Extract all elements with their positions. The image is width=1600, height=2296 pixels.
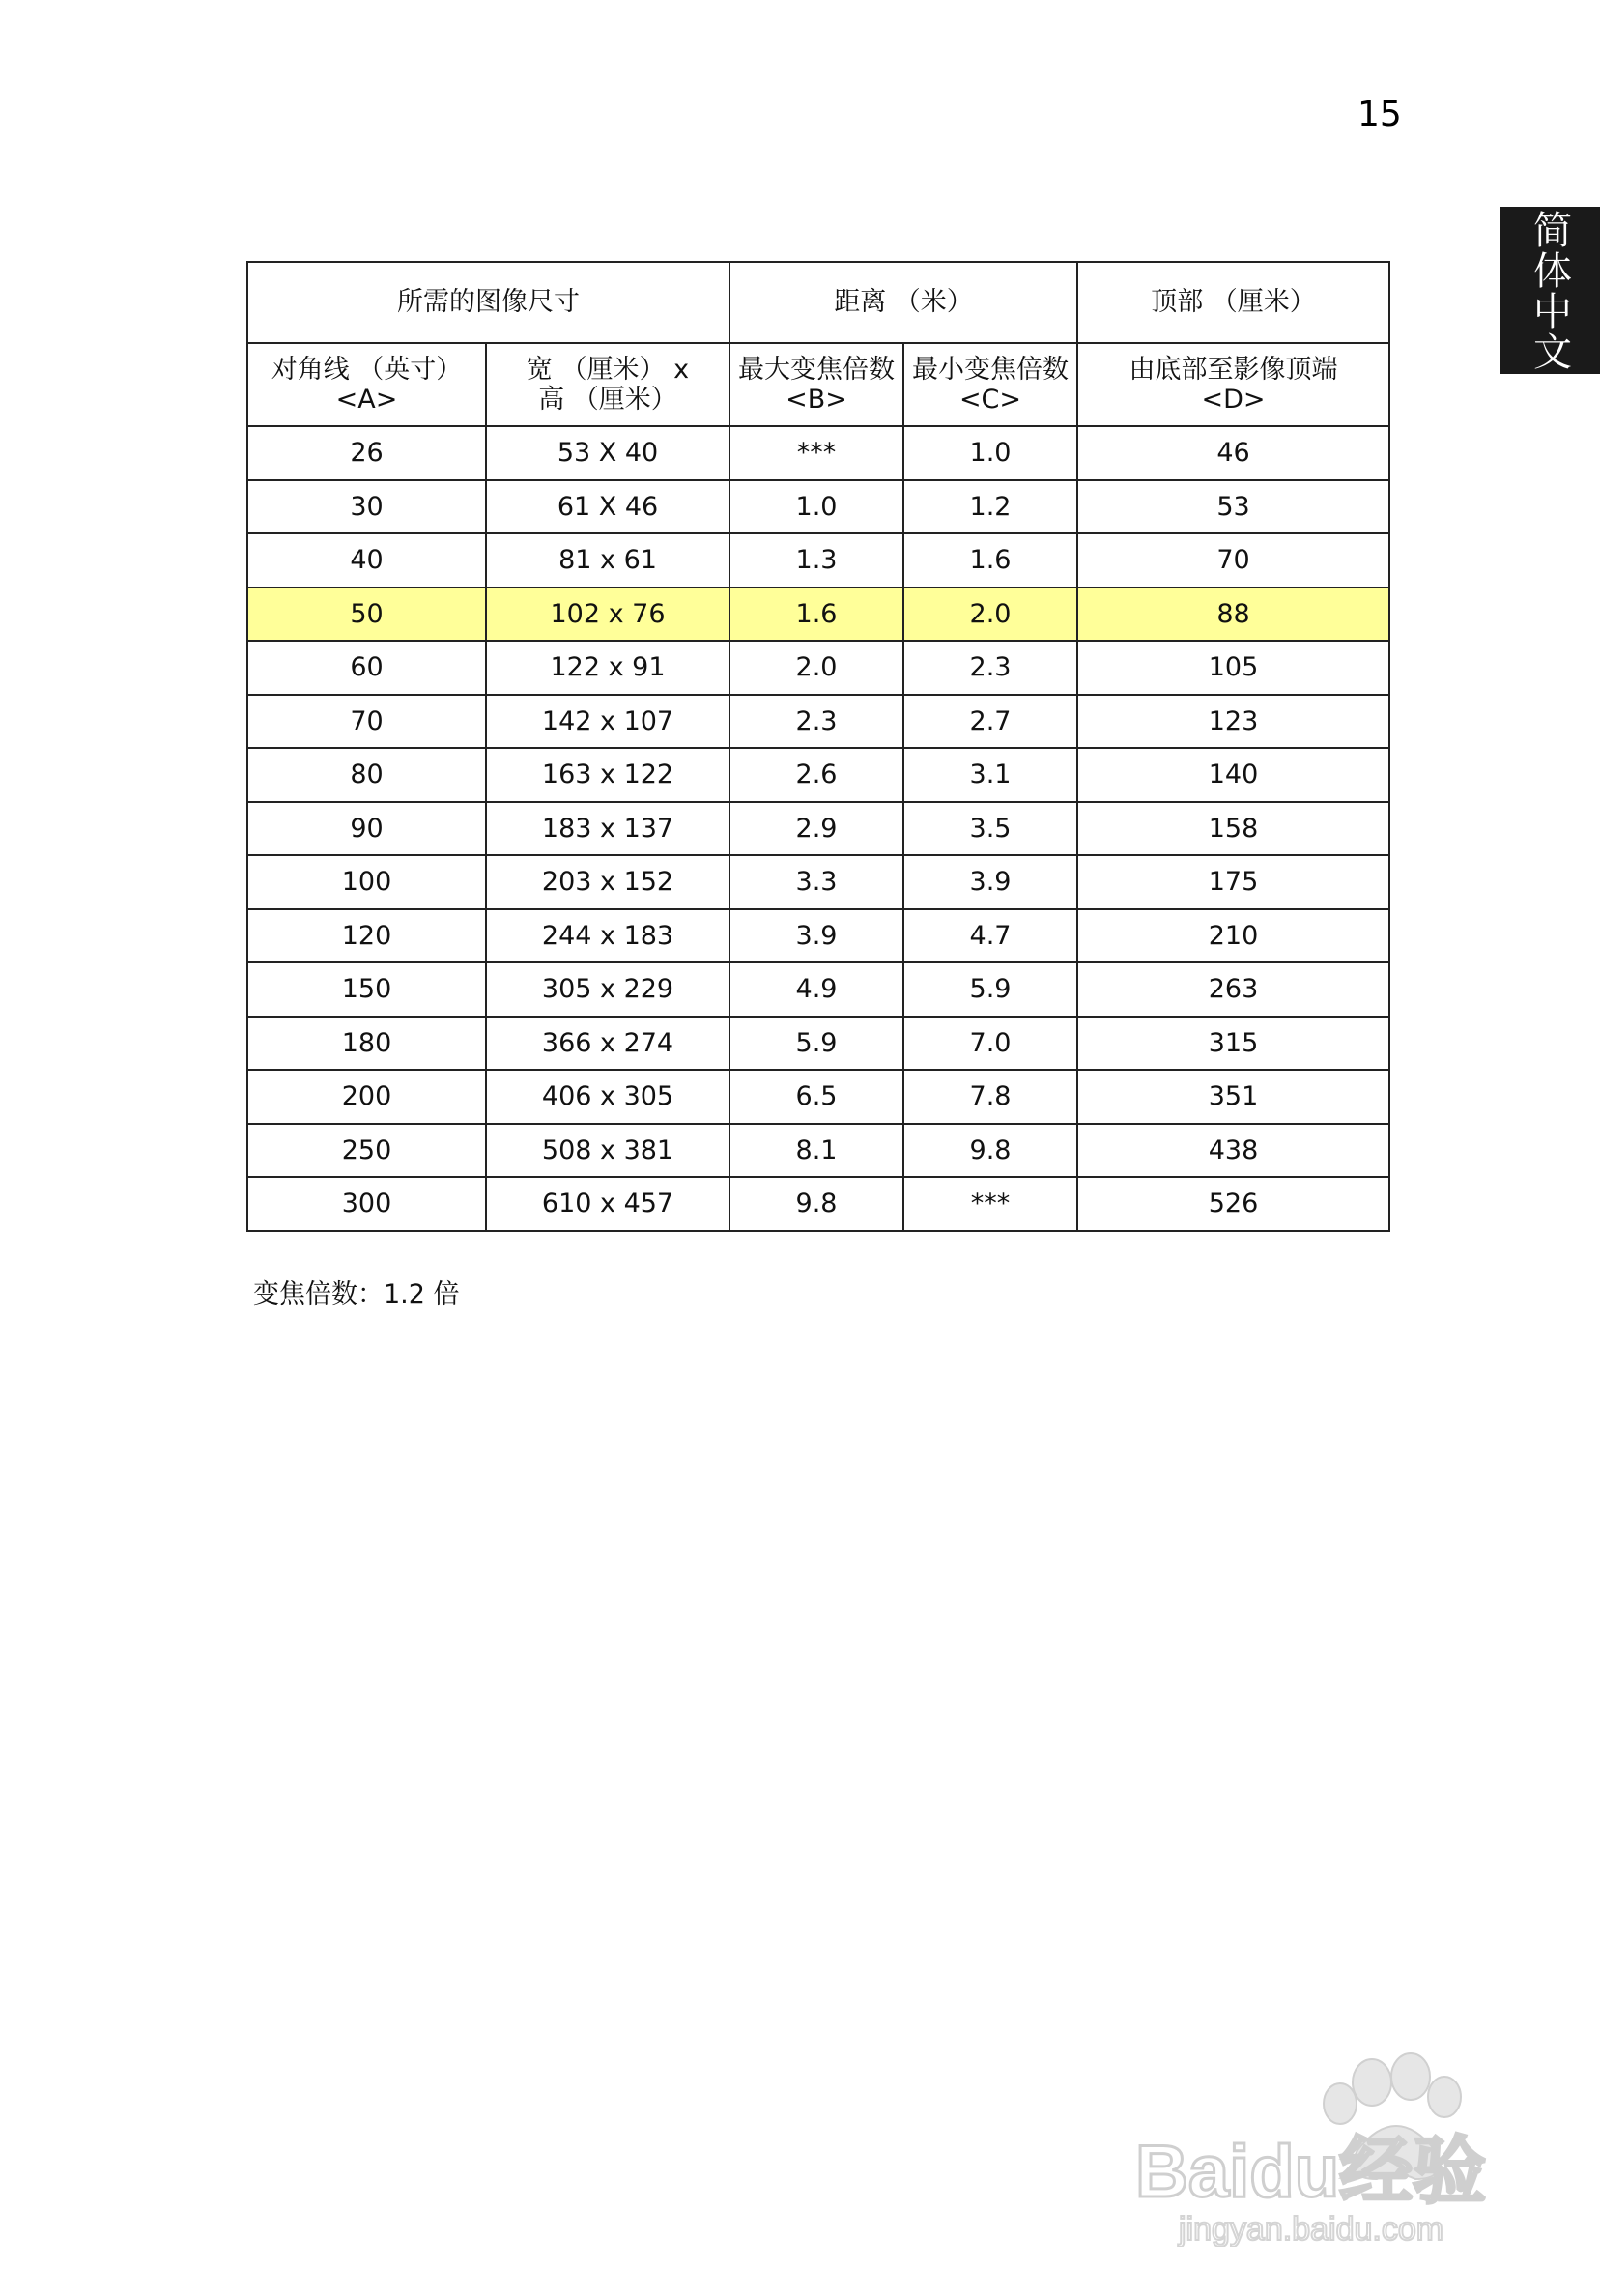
cell-min-zoom-distance: 7.8 [903,1070,1077,1124]
cell-diagonal: 70 [247,695,486,749]
cell-min-zoom-distance: 3.5 [903,802,1077,856]
cell-max-zoom-distance: *** [729,426,903,480]
cell-width-height: 244 x 183 [486,909,729,963]
cell-min-zoom-distance: 3.1 [903,748,1077,802]
table-row [247,1017,1389,1071]
language-side-tab [1500,207,1600,374]
cell-min-zoom-distance: 7.0 [903,1017,1077,1071]
page-number: 15 [1357,95,1402,134]
cell-diagonal: 300 [247,1177,486,1231]
cell-width-height: 142 x 107 [486,695,729,749]
watermark-url: jingyan.baidu.com [1179,2211,1444,2247]
cell-min-zoom-distance: 2.3 [903,641,1077,695]
cell-top-offset: 105 [1077,641,1389,695]
header-max-zoom-code: <B> [786,385,847,415]
header-width-height [486,343,729,426]
cell-max-zoom-distance: 1.0 [729,480,903,534]
zoom-ratio-note: 变焦倍数：1.2 倍 [253,1279,460,1309]
cell-diagonal: 100 [247,855,486,909]
cell-diagonal: 150 [247,962,486,1017]
cell-top-offset: 351 [1077,1070,1389,1124]
cell-min-zoom-distance: 2.0 [903,588,1077,642]
cell-width-height: 406 x 305 [486,1070,729,1124]
table-row [247,748,1389,802]
cell-max-zoom-distance: 3.9 [729,909,903,963]
cell-width-height: 610 x 457 [486,1177,729,1231]
cell-top-offset: 526 [1077,1177,1389,1231]
table-row [247,641,1389,695]
cell-top-offset: 123 [1077,695,1389,749]
cell-max-zoom-distance: 6.5 [729,1070,903,1124]
watermark-brand: Baidu经验 [1135,2131,1487,2213]
cell-diagonal: 120 [247,909,486,963]
baidu-watermark [1126,2044,1502,2247]
cell-diagonal: 200 [247,1070,486,1124]
cell-top-offset: 140 [1077,748,1389,802]
cell-top-offset: 175 [1077,855,1389,909]
cell-top-offset: 53 [1077,480,1389,534]
table-row [247,855,1389,909]
paw-icon [1126,2044,1502,2247]
cell-top-offset: 438 [1077,1124,1389,1178]
table-row [247,802,1389,856]
cell-diagonal: 180 [247,1017,486,1071]
header-bottom-to-top [1077,343,1389,426]
header-diagonal-code: <A> [335,385,398,415]
group-header-row [247,262,1389,343]
cell-width-height: 366 x 274 [486,1017,729,1071]
cell-diagonal: 80 [247,748,486,802]
cell-max-zoom-distance: 4.9 [729,962,903,1017]
cell-width-height: 183 x 137 [486,802,729,856]
cell-diagonal: 250 [247,1124,486,1178]
header-diagonal-label: 对角线 （英寸） [271,354,463,385]
cell-max-zoom-distance: 1.6 [729,588,903,642]
cell-min-zoom-distance: 1.0 [903,426,1077,480]
cell-diagonal: 26 [247,426,486,480]
table-row [247,909,1389,963]
cell-top-offset: 315 [1077,1017,1389,1071]
cell-min-zoom-distance: 3.9 [903,855,1077,909]
cell-width-height: 53 X 40 [486,426,729,480]
table-row [247,1070,1389,1124]
cell-diagonal: 90 [247,802,486,856]
table-row [247,1124,1389,1178]
table-row [247,533,1389,588]
header-height-label: 高 （厘米） [538,385,677,415]
cell-diagonal: 50 [247,588,486,642]
cell-min-zoom-distance: 1.6 [903,533,1077,588]
cell-max-zoom-distance: 8.1 [729,1124,903,1178]
cell-min-zoom-distance: 2.7 [903,695,1077,749]
sub-header-row [247,343,1389,426]
cell-top-offset: 88 [1077,588,1389,642]
cell-top-offset: 70 [1077,533,1389,588]
header-diagonal [247,343,486,426]
header-min-zoom-code: <C> [958,385,1022,415]
cell-min-zoom-distance: 1.2 [903,480,1077,534]
table-row [247,695,1389,749]
cell-min-zoom-distance: 4.7 [903,909,1077,963]
cell-top-offset: 210 [1077,909,1389,963]
table-row [247,588,1389,642]
cell-width-height: 102 x 76 [486,588,729,642]
cell-width-height: 163 x 122 [486,748,729,802]
cell-top-offset: 158 [1077,802,1389,856]
header-max-zoom [729,343,903,426]
cell-max-zoom-distance: 2.6 [729,748,903,802]
cell-max-zoom-distance: 2.0 [729,641,903,695]
header-min-zoom-label: 最小变焦倍数 [912,354,1069,385]
table-row [247,480,1389,534]
table-row [247,426,1389,480]
cell-max-zoom-distance: 3.3 [729,855,903,909]
table-row [247,962,1389,1017]
header-bottom-to-top-code: <D> [1201,385,1266,415]
cell-top-offset: 263 [1077,962,1389,1017]
table-body [247,426,1389,1231]
cell-diagonal: 40 [247,533,486,588]
cell-width-height: 81 x 61 [486,533,729,588]
table-row [247,1177,1389,1231]
cell-diagonal: 60 [247,641,486,695]
cell-width-height: 122 x 91 [486,641,729,695]
header-bottom-to-top-label: 由底部至影像顶端 [1129,354,1338,385]
cell-max-zoom-distance: 9.8 [729,1177,903,1231]
cell-width-height: 508 x 381 [486,1124,729,1178]
cell-min-zoom-distance: *** [903,1177,1077,1231]
cell-width-height: 203 x 152 [486,855,729,909]
cell-min-zoom-distance: 9.8 [903,1124,1077,1178]
header-width-label: 宽 （厘米） x [526,354,690,385]
cell-diagonal: 30 [247,480,486,534]
cell-max-zoom-distance: 5.9 [729,1017,903,1071]
header-image-size: 所需的图像尺寸 [247,262,729,343]
cell-max-zoom-distance: 2.3 [729,695,903,749]
language-tab-label: 简体中文 [1527,209,1572,372]
header-top: 顶部 （厘米） [1077,262,1389,343]
projection-size-table [246,261,1390,1232]
cell-top-offset: 46 [1077,426,1389,480]
cell-max-zoom-distance: 2.9 [729,802,903,856]
cell-min-zoom-distance: 5.9 [903,962,1077,1017]
cell-max-zoom-distance: 1.3 [729,533,903,588]
header-min-zoom [903,343,1077,426]
header-max-zoom-label: 最大变焦倍数 [738,354,895,385]
header-distance: 距离 （米） [729,262,1077,343]
cell-width-height: 305 x 229 [486,962,729,1017]
cell-width-height: 61 X 46 [486,480,729,534]
